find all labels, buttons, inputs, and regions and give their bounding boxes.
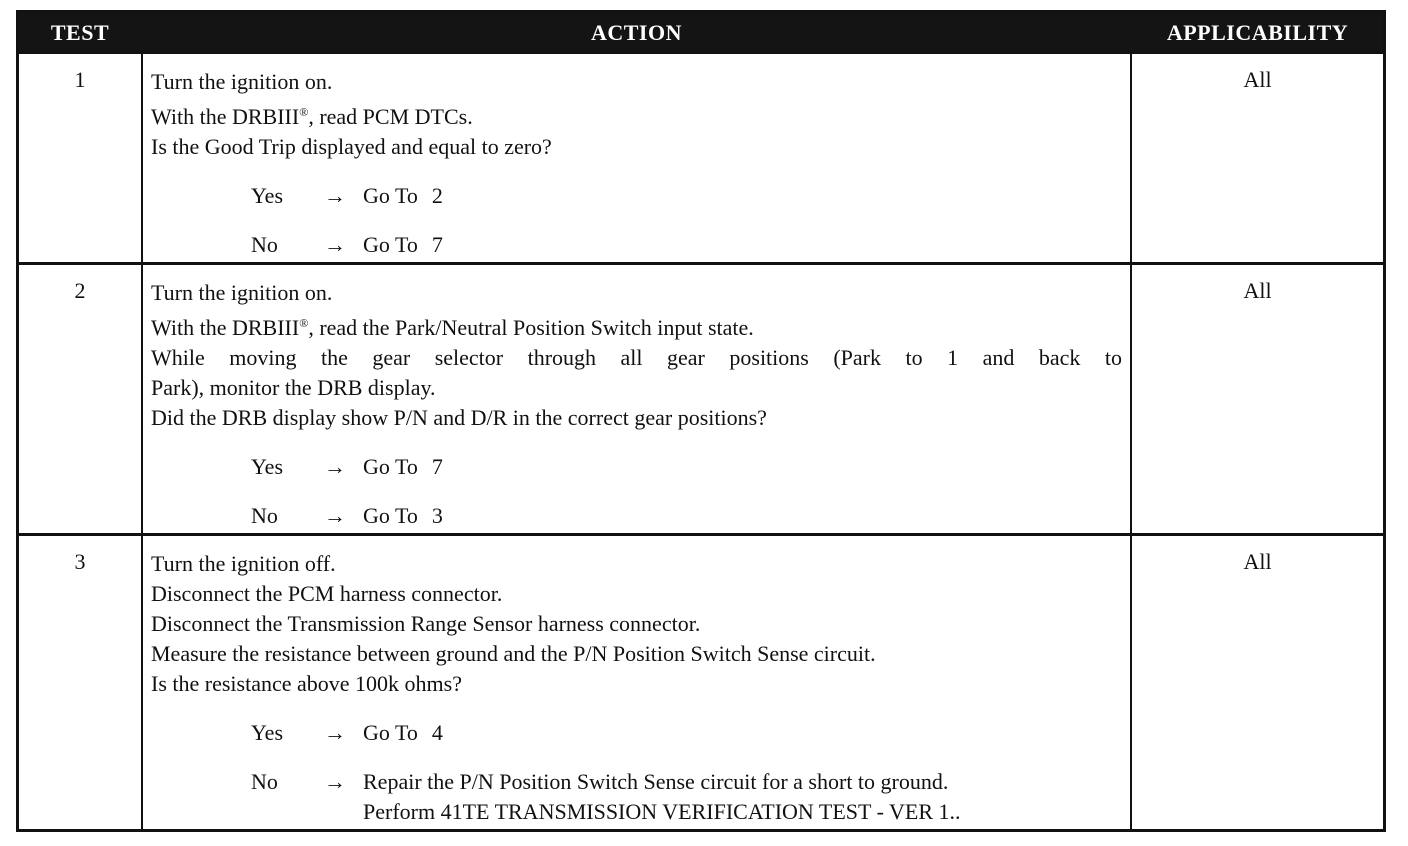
action-line: Disconnect the Transmission Range Sensor harness connector. [151,611,701,636]
action-line: With the DRBIII®, read the Park/Neutral Position Switch input state. [151,315,754,340]
repair-line: Repair the P/N Position Switch Sense circuit for a short to ground. [363,769,949,794]
action-line: Did the DRB display show P/N and D/R in the correct gear positions? [151,405,767,430]
goto-target: 3 [431,503,443,528]
goto-label: Go To [363,503,418,528]
repair-instructions [363,767,961,827]
branch-answer: No [251,232,278,257]
branch-yes [151,718,1122,767]
arrow-right-icon: → [324,454,346,479]
test-number: 3 [74,549,86,574]
action-cell [141,536,1132,829]
branch-no [151,767,1122,824]
header-action: ACTION [590,20,682,45]
action-line: While moving the gear selector through all gear positions (Park to 1 and back to [151,345,1122,370]
goto-label: Go To [363,720,418,745]
registered-mark: ® [299,316,309,330]
goto-target: 2 [431,183,443,208]
goto-link[interactable] [363,230,443,260]
action-line: Measure the resistance between ground and the P/N Position Switch Sense circuit. [151,641,876,666]
arrow-right-icon: → [324,232,346,257]
goto-link[interactable] [363,501,443,531]
goto-target: 7 [431,454,443,479]
branch-answer: Yes [251,454,284,479]
registered-mark: ® [299,105,309,119]
header-applicability: APPLICABILITY [1166,20,1349,45]
goto-target: 7 [431,232,443,257]
table-row [19,51,1383,263]
arrow-right-icon: → [324,769,346,794]
branch-yes [151,181,1122,230]
action-line: Is the Good Trip displayed and equal to zero? [151,134,552,159]
goto-link[interactable] [363,181,443,211]
action-line: With the DRBIII®, read PCM DTCs. [151,104,473,129]
arrow-right-icon: → [324,720,346,745]
goto-link[interactable] [363,718,443,748]
diagnostic-test-table [16,10,1386,832]
branch-answer: Yes [251,183,284,208]
goto-label: Go To [363,183,418,208]
applicability-value: All [1243,67,1272,92]
table-row [19,262,1383,534]
branch-answer: No [251,769,278,794]
test-number: 2 [74,278,86,303]
header-test: TEST [50,20,110,45]
branch-list [151,718,1122,824]
branch-answer: No [251,503,278,528]
table-header-row [19,13,1383,51]
goto-label: Go To [363,454,418,479]
action-cell [141,265,1132,534]
action-line: Turn the ignition off. [151,551,336,576]
applicability-value: All [1243,549,1272,574]
action-line: Park), monitor the DRB display. [151,375,436,400]
branch-answer: Yes [251,720,284,745]
branch-yes [151,452,1122,501]
action-line: Turn the ignition on. [151,69,333,94]
table-row [19,533,1383,829]
goto-target: 4 [431,720,443,745]
test-number: 1 [74,67,86,92]
applicability-value: All [1243,278,1272,303]
verification-test-link[interactable]: Perform 41TE TRANSMISSION VERIFICATION TEST - VER 1.. [363,799,961,824]
action-cell [141,54,1132,263]
action-line: Turn the ignition on. [151,280,333,305]
arrow-right-icon: → [324,503,346,528]
action-line: Disconnect the PCM harness connector. [151,581,503,606]
goto-label: Go To [363,232,418,257]
action-line: Is the resistance above 100k ohms? [151,671,462,696]
goto-link[interactable] [363,452,443,482]
arrow-right-icon: → [324,183,346,208]
